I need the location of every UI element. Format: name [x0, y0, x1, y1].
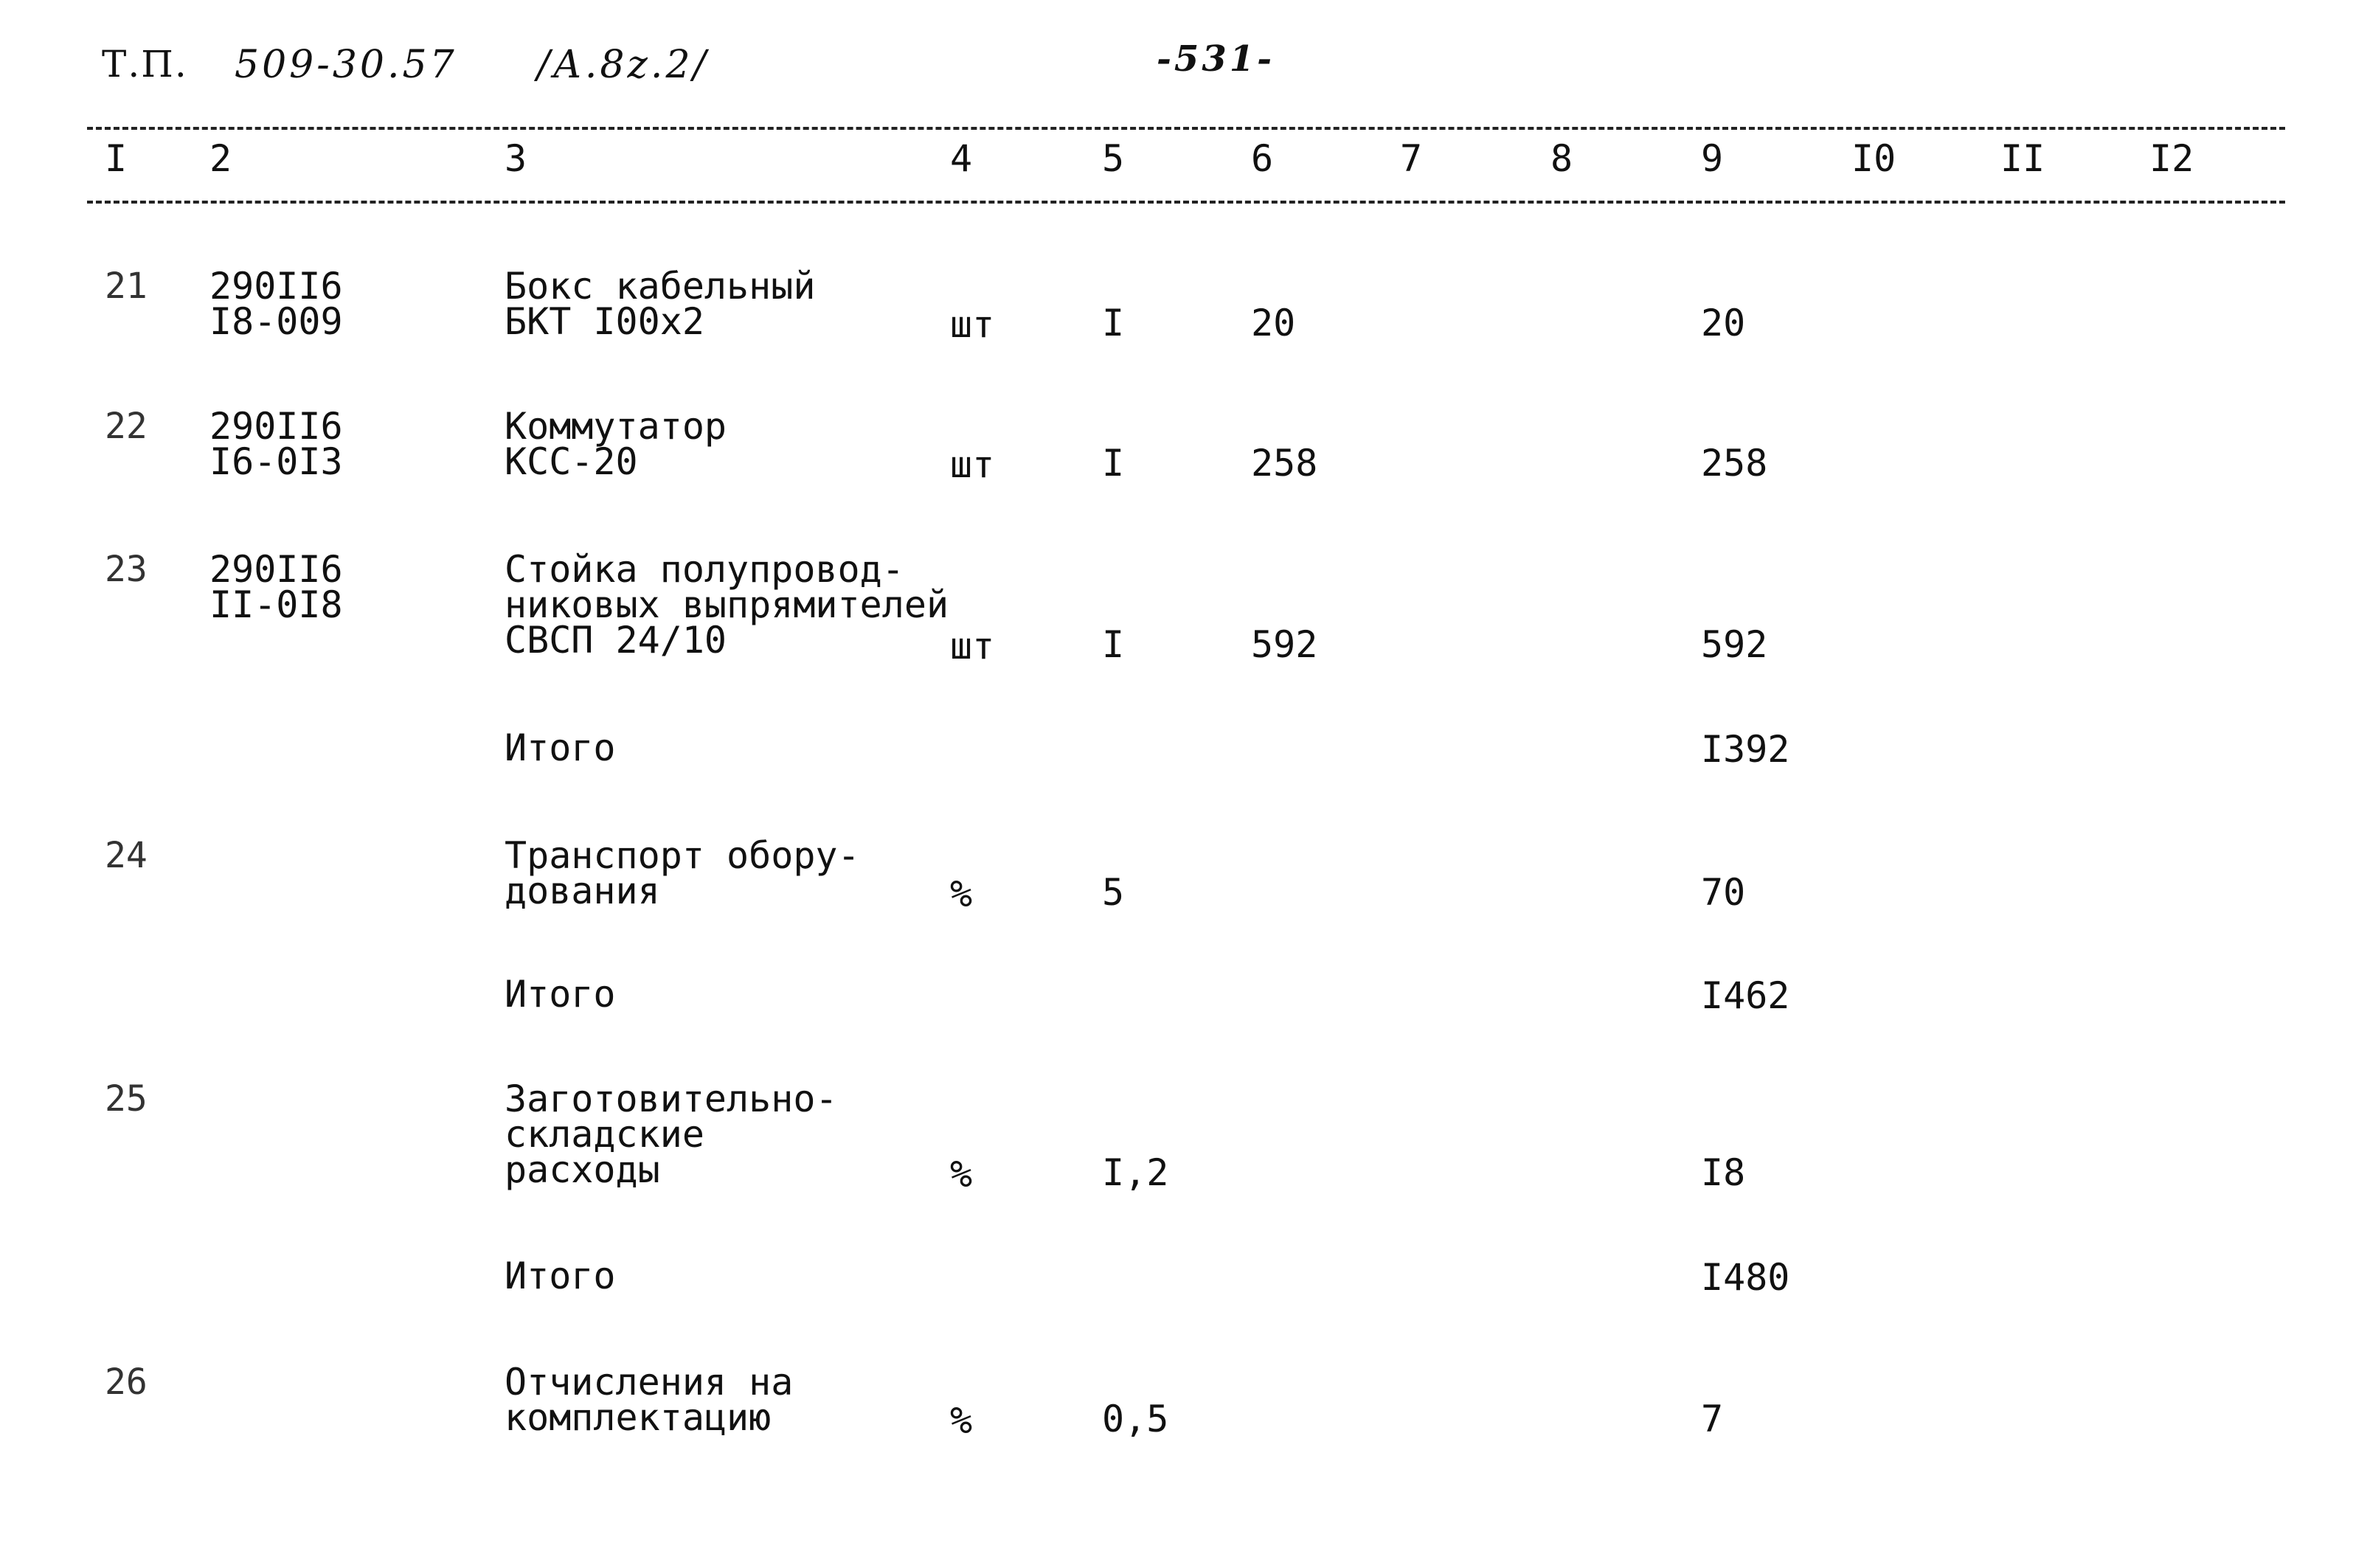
row-number: 24	[105, 835, 148, 876]
unit-price: 592	[1251, 623, 1318, 666]
item-description: расходы	[505, 1148, 660, 1191]
quantity: 0,5	[1102, 1398, 1169, 1440]
item-description: Стойка полупровод-	[505, 548, 904, 591]
item-description: никовых выпрямителей	[505, 583, 949, 626]
unit: %	[950, 1399, 973, 1442]
subtotal-value: I392	[1701, 728, 1790, 771]
total-cost: 70	[1701, 871, 1746, 914]
subtotal-label: Итого	[505, 1255, 616, 1297]
total-cost: 7	[1701, 1398, 1724, 1440]
quantity: I	[1102, 623, 1125, 666]
price-code-1: 290II6	[209, 265, 343, 308]
quantity: I,2	[1102, 1151, 1169, 1194]
item-description: складские	[505, 1113, 704, 1156]
document-sheet-ref: /А.8z.2/	[537, 43, 710, 87]
column-header-12: I2	[2149, 137, 2194, 180]
column-header-9: 9	[1701, 137, 1724, 180]
item-description: Заготовительно-	[505, 1078, 838, 1120]
item-description: Транспорт обору-	[505, 834, 860, 877]
unit: %	[950, 1153, 973, 1196]
column-header-8: 8	[1550, 137, 1573, 180]
document-prefix: Т.П.	[102, 43, 188, 86]
item-description: Коммутатор	[505, 405, 727, 448]
column-header-7: 7	[1400, 137, 1423, 180]
column-header-1: I	[105, 137, 128, 180]
quantity: 5	[1102, 871, 1125, 914]
item-description: СВСП 24/10	[505, 619, 727, 662]
column-header-11: II	[2000, 137, 2045, 180]
header-bottom-rule	[87, 201, 2285, 204]
unit-price: 20	[1251, 302, 1296, 344]
row-number: 23	[105, 549, 148, 590]
unit: шт	[950, 303, 995, 346]
column-header-3: 3	[505, 137, 527, 180]
item-description: БКТ I00х2	[505, 300, 704, 343]
subtotal-label: Итого	[505, 973, 616, 1016]
row-number: 25	[105, 1078, 148, 1120]
total-cost: I8	[1701, 1151, 1746, 1194]
document-code: 509-30.57	[235, 43, 457, 87]
price-code-1: 290II6	[209, 548, 343, 591]
total-cost: 592	[1701, 623, 1768, 666]
quantity: I	[1102, 302, 1125, 344]
price-code-2: I8-009	[209, 300, 343, 343]
column-header-10: I0	[1851, 137, 1896, 180]
price-code-2: II-0I8	[209, 583, 343, 626]
subtotal-value: I480	[1701, 1256, 1790, 1299]
subtotal-label: Итого	[505, 726, 616, 769]
row-number: 22	[105, 406, 148, 447]
column-header-2: 2	[209, 137, 232, 180]
total-cost: 258	[1701, 442, 1768, 485]
page-number: -531-	[1157, 38, 1275, 80]
item-description: Отчисления на	[505, 1361, 794, 1404]
table-top-rule	[87, 127, 2285, 130]
column-header-5: 5	[1102, 137, 1125, 180]
unit: шт	[950, 625, 995, 667]
item-description: дования	[505, 870, 660, 912]
total-cost: 20	[1701, 302, 1746, 344]
unit: %	[950, 873, 973, 915]
quantity: I	[1102, 442, 1125, 485]
unit-price: 258	[1251, 442, 1318, 485]
price-code-2: I6-0I3	[209, 440, 343, 483]
item-description: КСС-20	[505, 440, 638, 483]
column-header-4: 4	[950, 137, 973, 180]
row-number: 21	[105, 266, 148, 307]
subtotal-value: I462	[1701, 974, 1790, 1017]
unit: шт	[950, 443, 995, 486]
price-code-1: 290II6	[209, 405, 343, 448]
item-description: Бокс кабельный	[505, 265, 816, 308]
row-number: 26	[105, 1361, 148, 1403]
item-description: комплектацию	[505, 1396, 772, 1439]
column-header-6: 6	[1251, 137, 1274, 180]
